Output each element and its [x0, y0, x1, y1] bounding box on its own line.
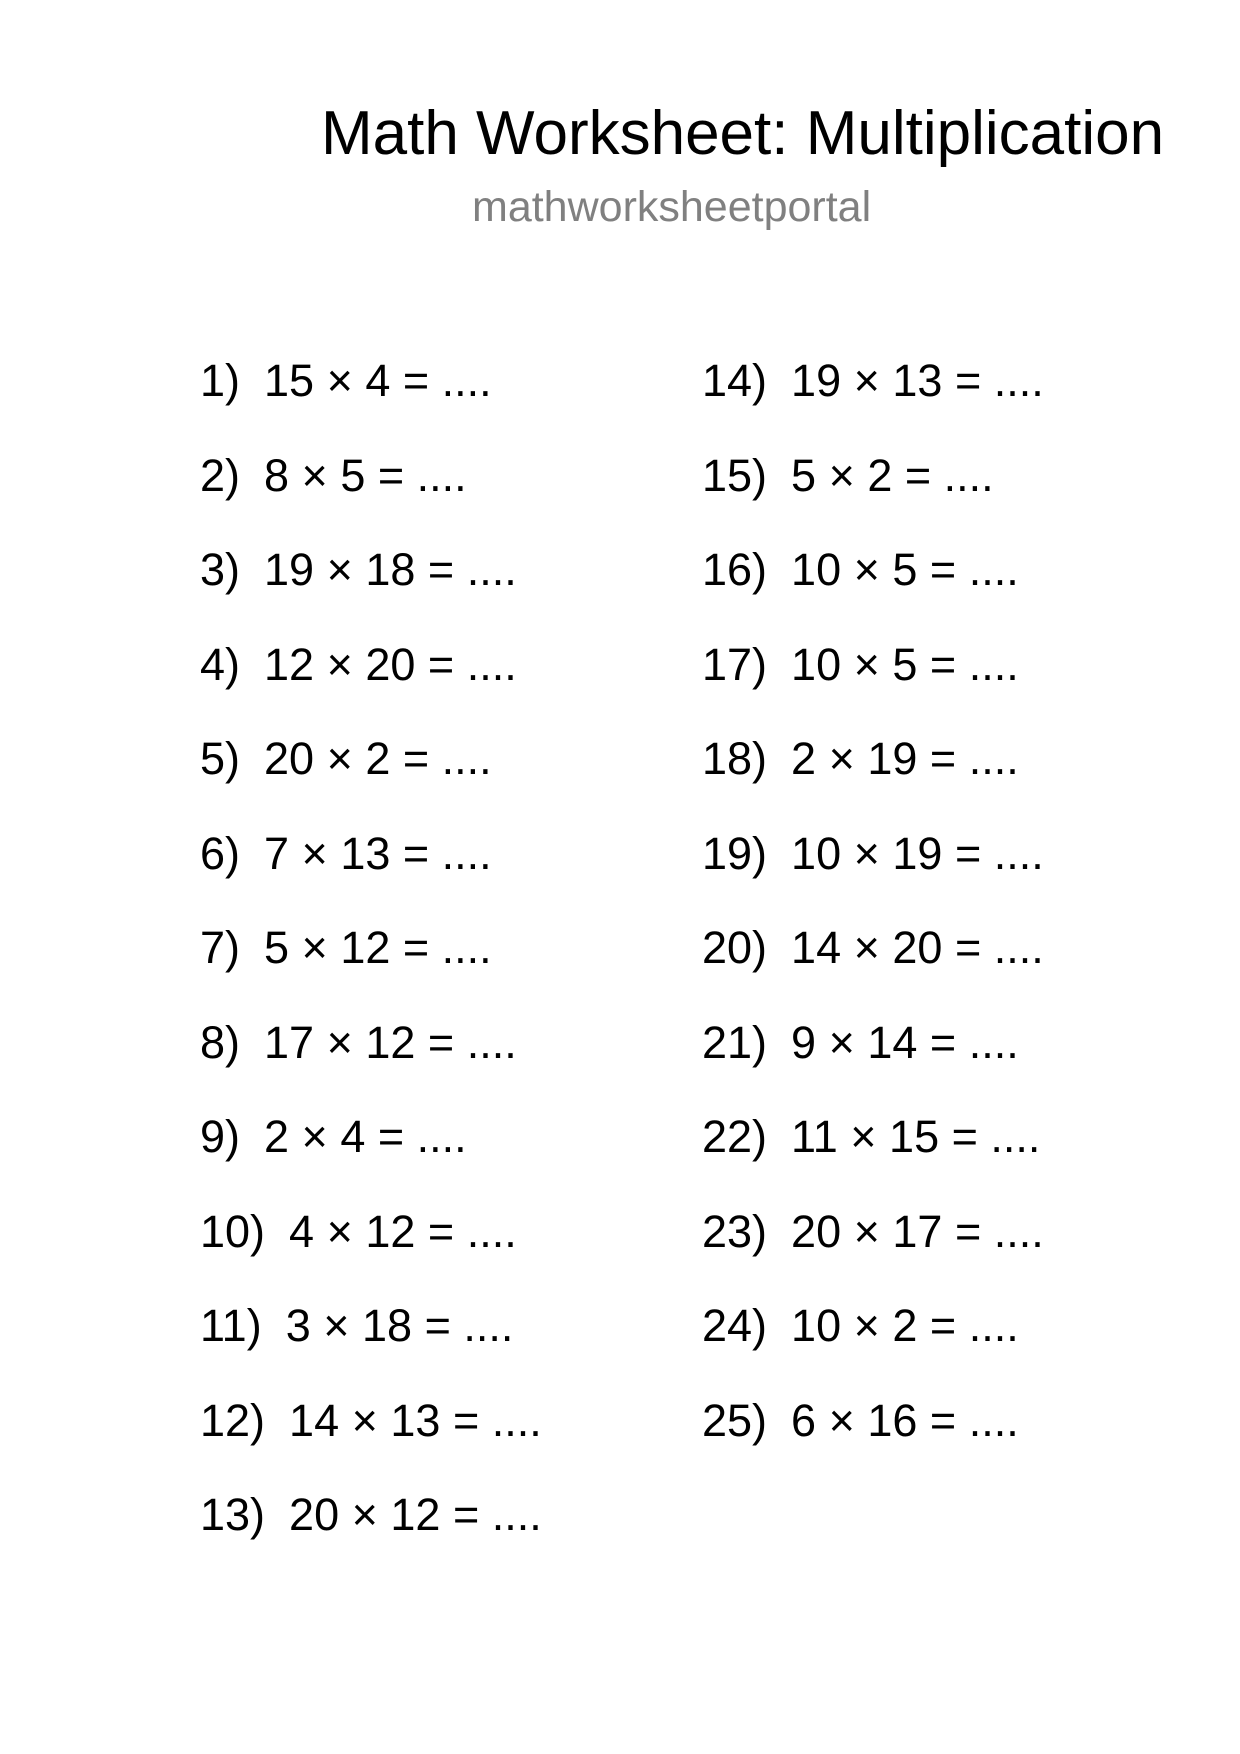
problem-expression: 20 × 2 = .... — [264, 733, 492, 784]
problem-expression: 14 × 20 = .... — [791, 922, 1044, 973]
problem-item — [200, 1204, 517, 1260]
problem-number: 1) — [200, 355, 241, 406]
problem-expression: 15 × 4 = .... — [264, 355, 492, 406]
problem-expression: 6 × 16 = .... — [791, 1394, 1019, 1446]
problem-expression: 5 × 2 = .... — [791, 449, 994, 501]
problem-expression: 8 × 5 = .... — [264, 449, 467, 501]
problem-expression: 10 × 5 = .... — [791, 544, 1019, 595]
problem-expression: 10 × 19 = .... — [791, 827, 1044, 879]
problem-expression: 10 × 5 = .... — [791, 638, 1019, 690]
problem-item — [702, 1393, 1019, 1449]
problem-item — [702, 637, 1019, 693]
problem-item — [200, 826, 492, 882]
problem-number: 17) — [702, 638, 768, 690]
page-subtitle: mathworksheetportal — [472, 183, 872, 231]
problem-item — [200, 353, 492, 409]
problem-item — [200, 1487, 542, 1543]
problem-item — [702, 1015, 1019, 1071]
page-title: Math Worksheet: Multiplication — [321, 99, 1165, 168]
problem-number: 2) — [200, 449, 241, 501]
problem-number: 23) — [702, 1205, 768, 1257]
problem-expression: 9 × 14 = .... — [791, 1016, 1019, 1068]
problem-item — [200, 1393, 542, 1449]
problem-number: 5) — [200, 733, 241, 784]
problem-item — [200, 1109, 467, 1165]
problem-item — [702, 1109, 1040, 1165]
problem-number: 21) — [702, 1016, 768, 1068]
problem-item — [200, 542, 517, 598]
problem-expression: 2 × 19 = .... — [791, 733, 1019, 784]
problem-expression: 7 × 13 = .... — [264, 827, 492, 879]
problem-number: 18) — [702, 733, 768, 784]
problem-number: 19) — [702, 827, 768, 879]
problem-number: 7) — [200, 922, 241, 973]
problem-item — [200, 731, 492, 787]
problem-expression: 19 × 13 = .... — [791, 355, 1044, 406]
problem-expression: 20 × 12 = .... — [289, 1489, 542, 1540]
problem-expression: 4 × 12 = .... — [289, 1205, 517, 1257]
problem-item — [702, 448, 994, 504]
problem-number: 13) — [200, 1489, 266, 1540]
problem-number: 22) — [702, 1111, 768, 1162]
problem-number: 3) — [200, 544, 241, 595]
problem-number: 14) — [702, 355, 768, 406]
problem-item — [702, 1298, 1019, 1354]
problem-expression: 10 × 2 = .... — [791, 1300, 1019, 1351]
problem-item — [200, 448, 467, 504]
problem-item — [702, 731, 1019, 787]
problem-expression: 3 × 18 = .... — [285, 1300, 514, 1351]
problem-expression: 12 × 20 = .... — [264, 638, 517, 690]
problem-item — [702, 1204, 1044, 1260]
problem-number: 10) — [200, 1205, 266, 1257]
problem-number: 16) — [702, 544, 768, 595]
problem-item — [200, 637, 517, 693]
problem-expression: 5 × 12 = .... — [264, 922, 492, 973]
problem-expression: 17 × 12 = .... — [264, 1016, 517, 1068]
problem-number: 8) — [200, 1016, 241, 1068]
problem-item — [702, 353, 1044, 409]
problem-item — [702, 542, 1019, 598]
problem-number: 6) — [200, 827, 241, 879]
problem-number: 25) — [702, 1394, 768, 1446]
problem-number: 24) — [702, 1300, 768, 1351]
problem-expression: 20 × 17 = .... — [791, 1205, 1044, 1257]
problem-item — [200, 1015, 517, 1071]
problem-number: 9) — [200, 1111, 241, 1162]
problem-expression: 14 × 13 = .... — [289, 1394, 542, 1446]
problem-expression: 11 × 15 = .... — [791, 1111, 1041, 1162]
problem-expression: 2 × 4 = .... — [264, 1111, 467, 1162]
problem-number: 15) — [702, 449, 768, 501]
problem-number: 12) — [200, 1394, 266, 1446]
problem-item — [702, 920, 1044, 976]
problem-expression: 19 × 18 = .... — [264, 544, 517, 595]
problem-number: 4) — [200, 638, 241, 690]
problem-item — [200, 1298, 513, 1354]
problem-item — [200, 920, 492, 976]
problem-item — [702, 826, 1044, 882]
problem-number: 11) — [200, 1300, 262, 1351]
problem-number: 20) — [702, 922, 768, 973]
